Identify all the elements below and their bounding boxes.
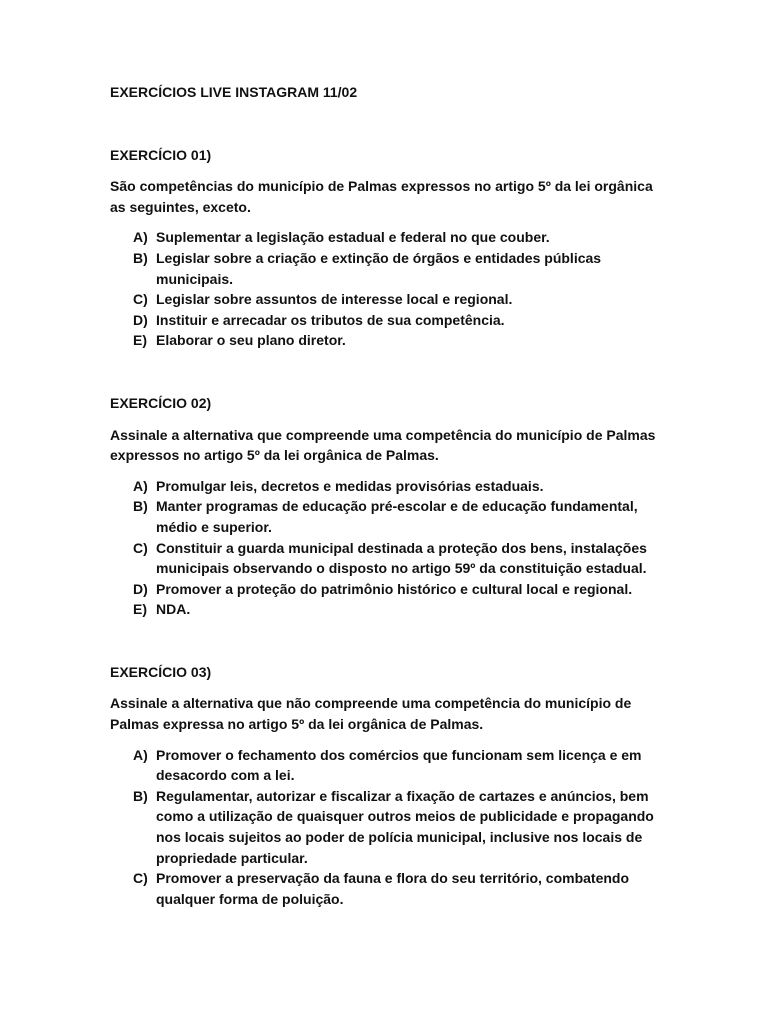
option-letter: C) [133, 539, 148, 556]
option-letter: E) [133, 601, 147, 618]
option-text: Legislar sobre assuntos de interesse local e regional. [156, 291, 513, 308]
exercise-03 [110, 662, 670, 910]
option-text: Instituir e arrecadar os tributos de sua competência. [156, 311, 505, 328]
options-list [110, 227, 670, 351]
option-letter: B) [133, 249, 148, 266]
option-letter: E) [133, 332, 147, 349]
option-text: Manter programas de educação pré-escolar e de educação fundamental, médio e superior. [156, 498, 638, 535]
option-item [110, 579, 670, 600]
exercise-question: São competências do município de Palmas expressos no artigo 5º da lei orgânica as seguintes, exceto. [110, 178, 653, 215]
options-list [110, 476, 670, 620]
exercise-02 [110, 393, 670, 620]
option-letter: A) [133, 229, 148, 246]
option-text: Suplementar a legislação estadual e federal no que couber. [156, 229, 550, 246]
section-spacer [110, 351, 670, 393]
section-spacer [110, 620, 670, 662]
option-text: Legislar sobre a criação e extinção de órgãos e entidades públicas municipais. [156, 249, 602, 287]
option-item [110, 289, 670, 310]
option-text: Promover a proteção do patrimônio histórico e cultural local e regional. [156, 580, 633, 597]
exercise-question: Assinale a alternativa que compreende uma competência do município de Palmas expressos no artigo 5º da lei orgânica de Palmas. [110, 426, 656, 464]
option-letter: B) [133, 498, 148, 515]
option-text: NDA. [156, 601, 191, 618]
option-letter: B) [133, 787, 148, 804]
options-list [110, 745, 670, 910]
option-item [110, 227, 670, 248]
document-page [110, 82, 670, 909]
option-letter: D) [133, 311, 148, 328]
option-item [110, 496, 670, 537]
option-item [110, 745, 670, 786]
option-text: Elaborar o seu plano diretor. [156, 332, 346, 349]
option-item [110, 310, 670, 331]
option-text: Promover o fechamento dos comércios que funcionam sem licença e em desacordo com a lei. [156, 746, 642, 784]
exercise-heading: EXERCÍCIO 02) [110, 394, 212, 411]
option-item [110, 248, 670, 289]
exercise-heading: EXERCÍCIO 03) [110, 663, 212, 680]
option-letter: D) [133, 580, 148, 597]
option-letter: A) [133, 746, 148, 763]
exercise-heading: EXERCÍCIO 01) [110, 146, 212, 163]
option-item [110, 868, 670, 909]
option-text: Promulgar leis, decretos e medidas provisórias estaduais. [156, 477, 544, 494]
option-text: Constituir a guarda municipal destinada a proteção dos bens, instalações municipais observando o disposto no artigo 59º da constituição estadual. [156, 539, 647, 577]
exercise-01 [110, 145, 670, 351]
exercise-question: Assinale a alternativa que não compreende uma competência do município de Palmas expressa no artigo 5º da lei orgânica de Palmas. [110, 695, 632, 733]
option-text: Promover a preservação da fauna e flora do seu território, combatendo qualquer forma de poluição. [156, 870, 630, 907]
option-letter: C) [133, 870, 148, 887]
option-letter: A) [133, 477, 148, 494]
option-item [110, 476, 670, 497]
option-text: Regulamentar, autorizar e fiscalizar a fixação de cartazes e anúncios, bem como a utilização de quaisquer outros meios de publicidade e propagando nos locais sujeitos ao poder de polícia municipal, inclusive nos locais de propriedade particular. [156, 787, 654, 866]
option-letter: C) [133, 291, 148, 308]
option-item [110, 330, 670, 351]
option-item [110, 599, 670, 620]
option-item [110, 538, 670, 579]
option-item [110, 786, 670, 868]
document-title: EXERCÍCIOS LIVE INSTAGRAM 11/02 [110, 84, 358, 100]
